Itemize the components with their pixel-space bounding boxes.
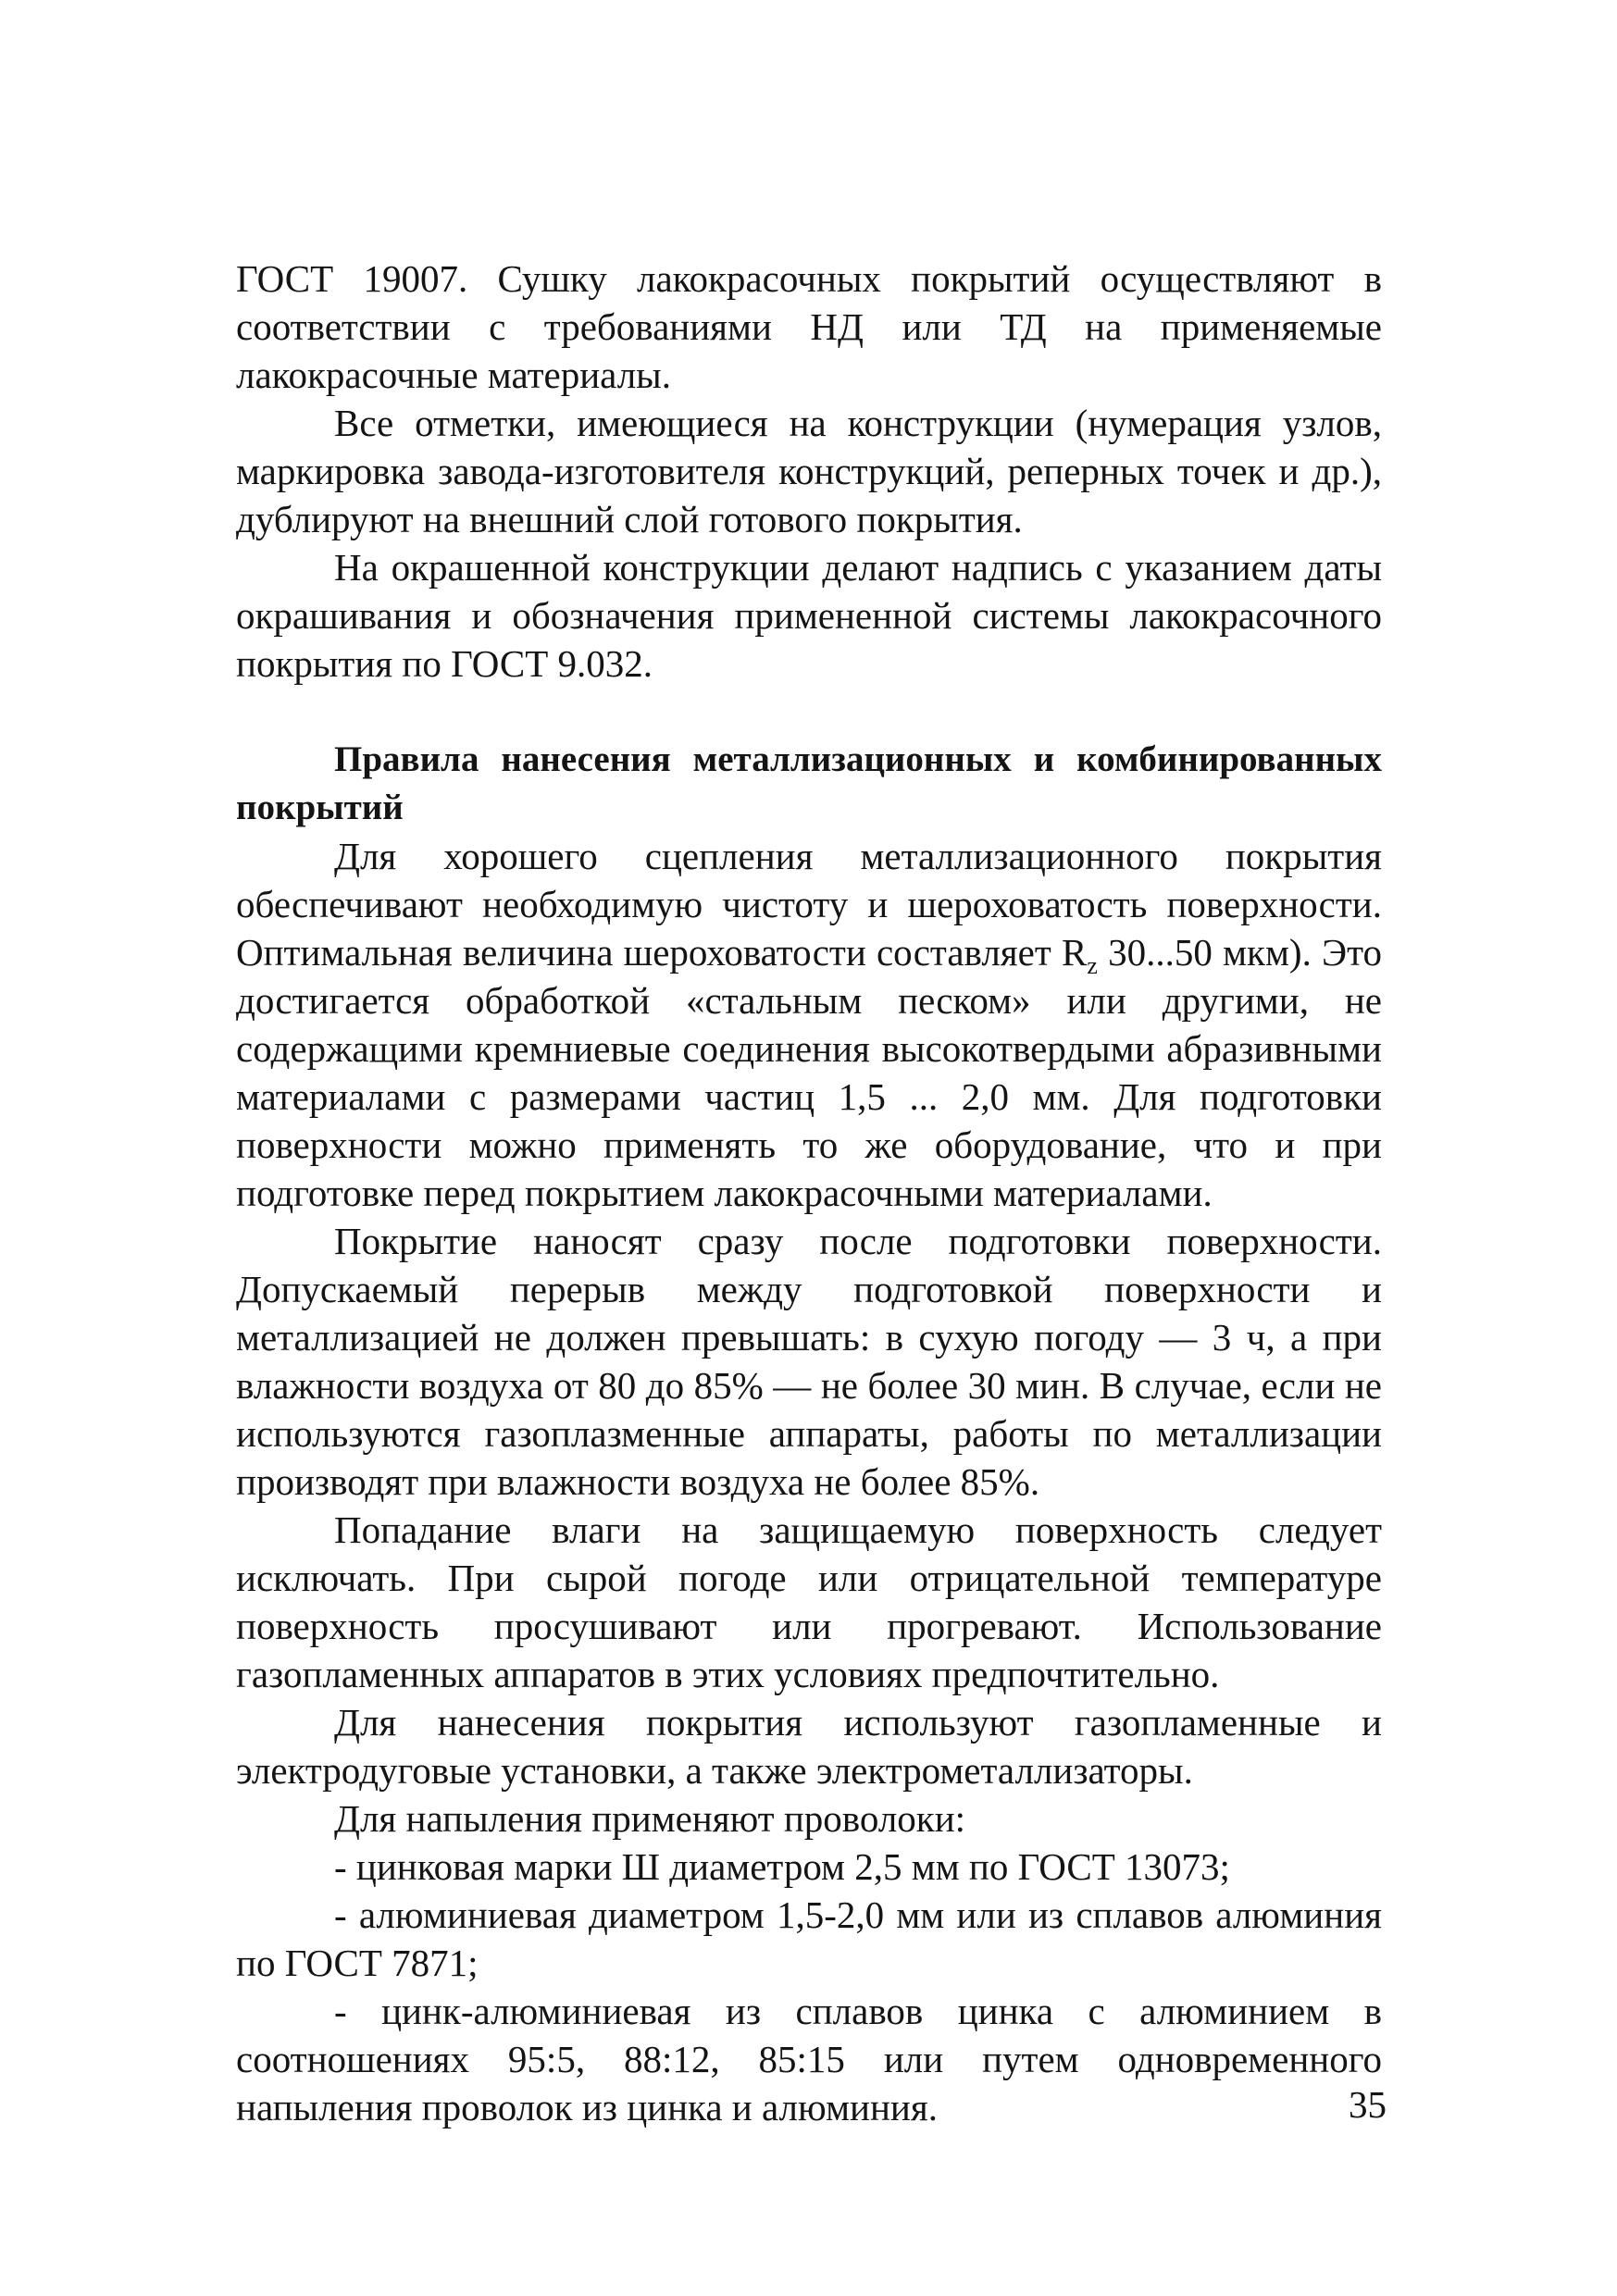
roughness-subscript: z bbox=[1087, 952, 1098, 980]
paragraph-inscription: На окрашенной конструкции делают надпись с указанием даты окрашивания и обозначения примененной системы лакокрасочного покрытия по ГОСТ 9.032. bbox=[236, 546, 1382, 685]
list-item-zinc-wire: - цинковая марки Ш диаметром 2,5 мм по ГОСТ 13073; bbox=[334, 1845, 1230, 1888]
list-item-aluminum-wire: - алюминиевая диаметром 1,5-2,0 мм или из сплавов алюминия по ГОСТ 7871; bbox=[236, 1893, 1382, 1984]
paragraph-adhesion bbox=[236, 832, 1382, 1217]
page-number: 35 bbox=[1349, 2083, 1387, 2126]
list-item-zinc-aluminum-wire: - цинк-алюминиевая из сплавов цинка с алюминием в соотношениях 95:5, 88:12, 85:15 или путем одновременного напыления проволок из цинка и алюминия. bbox=[236, 1990, 1382, 2128]
paragraph-adhesion-start: Для хорошего сцепления металлизационного покрытия обеспечивают необходимую чистоту и шероховатость поверхности. Оптимальная величина шероховатости составляет R bbox=[236, 835, 1382, 974]
paragraph-wires-intro: Для напыления применяют проволоки: bbox=[334, 1797, 966, 1840]
paragraph-application-timing: Покрытие наносят сразу после подготовки поверхности. Допускаемый перерыв между подготовкой поверхности и металлизацией не должен превышать: в сухую погоду — 3 ч, а при влажности воздуха от 80 до 85% — не более 30 мин. В случае, если не используются газоплазменные аппараты, работы по металлизации производят при влажности воздуха не более 85%. bbox=[236, 1220, 1382, 1503]
paragraph-markings: Все отметки, имеющиеся на конструкции (нумерация узлов, маркировка завода-изготовителя конструкций, реперных точек и др.), дублируют на внешний слой готового покрытия. bbox=[236, 402, 1382, 540]
page-body bbox=[236, 254, 1382, 2131]
paragraph-adhesion-end: 30...50 мкм). Это достигается обработкой «стальным песком» или другими, не содержащими кремниевые соединения высокотвердыми абразивными материалами с размерами частиц 1,5 ... 2,0 мм. Для подготовки поверхности можно применять то же оборудование, что и при подготовке перед покрытием лакокрасочными материалами. bbox=[236, 931, 1382, 1214]
paragraph-equipment: Для нанесения покрытия используют газопламенные и электродуговые установки, а также электрометаллизаторы. bbox=[236, 1701, 1382, 1792]
section-heading: Правила нанесения металлизационных и комбинированных покрытий bbox=[236, 739, 1382, 827]
paragraph-gost-drying: ГОСТ 19007. Сушку лакокрасочных покрытий осуществляют в соответствии с требованиями НД или ТД на применяемые лакокрасочные материалы. bbox=[236, 257, 1382, 396]
paragraph-moisture: Попадание влаги на защищаемую поверхность следует исключать. При сырой погоде или отрицательной температуре поверхность просушивают или прогревают. Использование газопламенных аппаратов в этих условиях предпочтительно. bbox=[236, 1508, 1382, 1695]
